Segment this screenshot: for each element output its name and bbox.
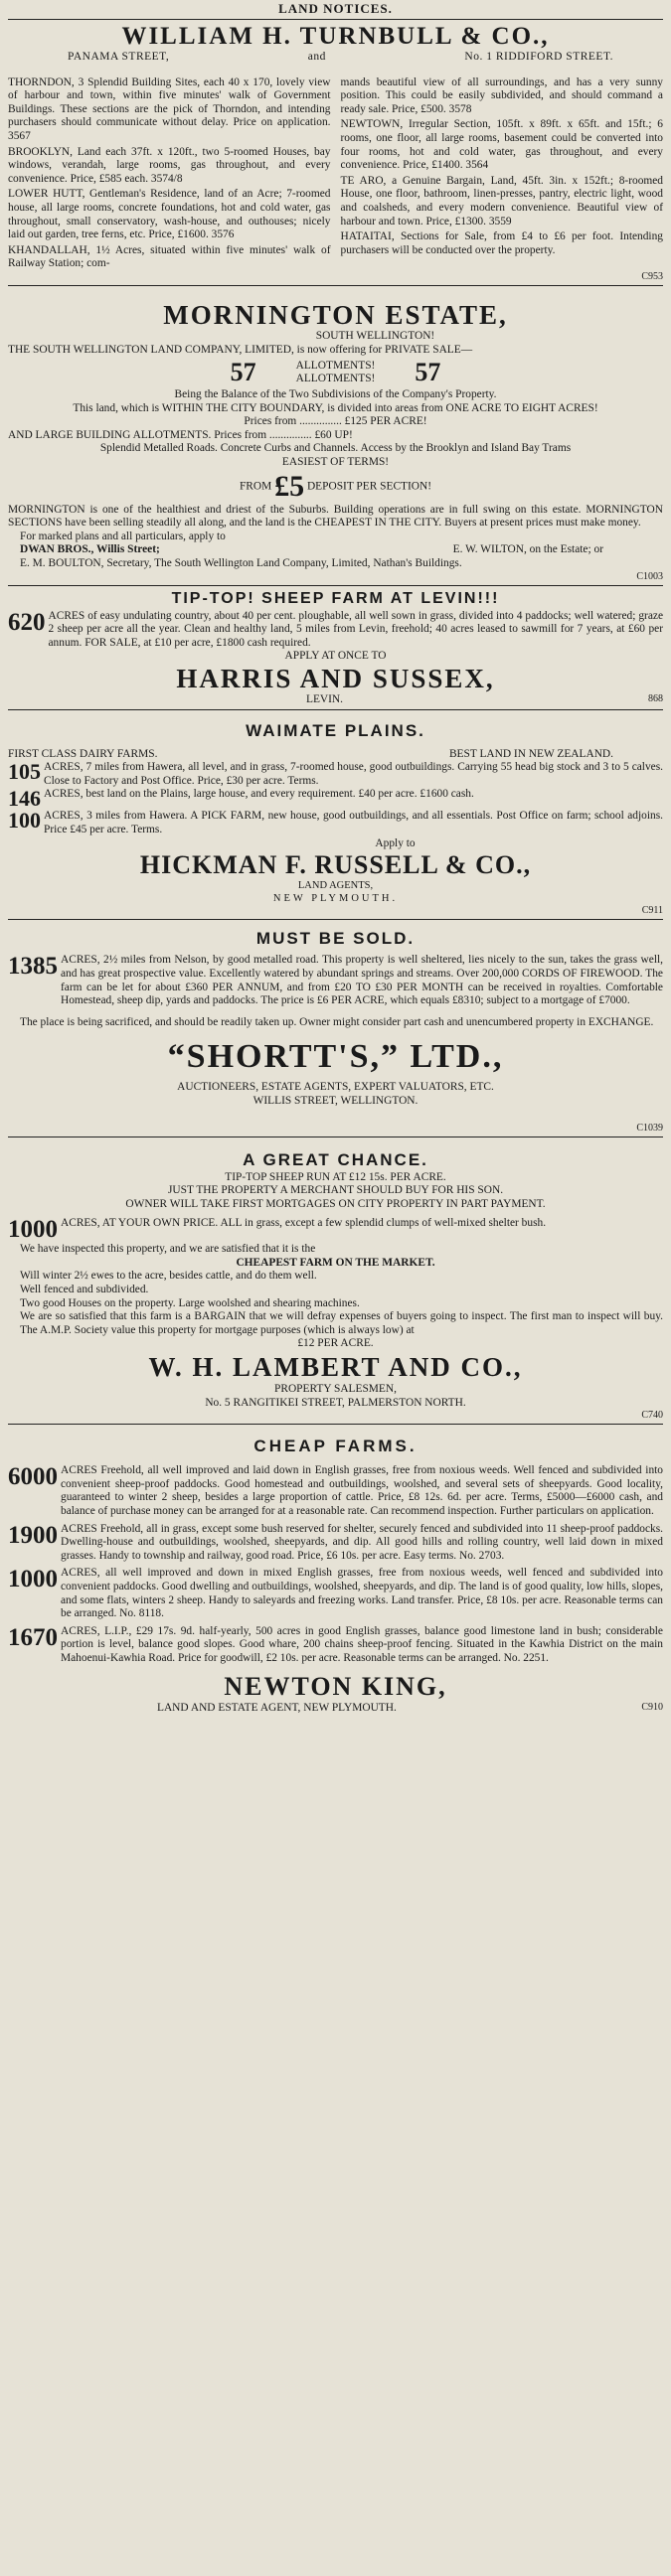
mornington-title: MORNINGTON ESTATE, [163, 299, 508, 330]
turnbull-right-column [341, 75, 664, 271]
cheap-listing [8, 1625, 663, 1666]
divider [8, 919, 663, 920]
waimate-ad [8, 720, 663, 918]
allotments-line: ALLOTMENTS! [295, 360, 376, 373]
listing: KHANDALLAH, 1½ Acres, situated within five minutes' walk of Railway Station; com- [8, 243, 331, 270]
mustsold-title: MUST BE SOLD. [255, 929, 416, 949]
acreage-number: 620 [8, 608, 46, 636]
ad-code: C1039 [636, 1122, 663, 1134]
chance-line: JUST THE PROPERTY A MERCHANT SHOULD BUY FOR HIS SON. [167, 1184, 504, 1197]
acreage-number: 100 [8, 808, 41, 833]
chance-bargain: We are so satisfied that this farm is a BARGAIN that we will defray expenses of buyers going to inspect. The first man to inspect will buy. The A.M.P. Society value this property for mortgage purposes (which is always low) at [20, 1310, 663, 1336]
cheap-title: CHEAP FARMS. [253, 1437, 418, 1456]
levin-ad [8, 588, 663, 707]
allotments-label [296, 360, 376, 385]
mornington-apply: For marked plans and all particulars, apply to [20, 530, 226, 542]
levin-place: LEVIN. [306, 693, 344, 705]
waimate-agent-sub: LAND AGENTS, [297, 880, 374, 892]
agent-wilton: E. W. WILTON, on the Estate; or [452, 543, 603, 556]
cheap-listing [8, 1567, 663, 1620]
mornington-subtitle: SOUTH WELLINGTON! [315, 329, 435, 342]
waimate-right: BEST LAND IN NEW ZEALAND. [448, 747, 613, 760]
divider [8, 1424, 663, 1425]
chance-listing [8, 1217, 663, 1243]
allotments-row [8, 359, 663, 386]
chance-winter: Will winter 2½ ewes to the acre, besides cattle, and do them well. [20, 1270, 317, 1283]
allotment-count: 57 [415, 358, 441, 387]
cheap-farms-ad [8, 1435, 663, 1715]
waimate-agent: HICKMAN F. RUSSELL & CO., [139, 850, 532, 880]
waimate-title: WAIMATE PLAINS. [246, 720, 425, 740]
listing-text: ACRES, 3 miles from Hawera. A PICK FARM, new house, good outbuildings, and all essentials. Post Office on farm; school adjoins. Price £45 per acre. Terms. [44, 810, 663, 835]
cheap-listing [8, 1523, 663, 1564]
chance-line: OWNER WILL TAKE FIRST MORTGAGES ON CITY PROPERTY IN PART PAYMENT. [125, 1197, 546, 1210]
listing-text: ACRES, 7 miles from Hawera, all level, and in grass, 7-roomed house, good outbuildings. Carrying 55 head big stock and 3 to 5 calves. Close to Factory and Post Office. Price, £30 per acre. Terms. [44, 761, 663, 787]
allotments-line: ALLOTMENTS! [295, 373, 376, 385]
acreage-number: 105 [8, 759, 41, 785]
mornington-intro: THE SOUTH WELLINGTON LAND COMPANY, LIMITED, is now offering for PRIVATE SALE— [8, 343, 473, 356]
shortts-agent: “SHORTT'S,” LTD., [167, 1038, 504, 1076]
divider [8, 1136, 663, 1137]
listing-text: ACRES Freehold, all well improved and laid down in English grasses, free from noxious weeds. Well fenced and subdivided into convenient sheep-proof paddocks. Good homestead and outbuildings, woolshed, and several sets of sheepyards. Good locality, guaranteed to winter 2 sheep, besides a large proportion of cattle. Price, £8 12s. 6d. per acre. Terms, £5000—£6000 cash, and balance of purchase money can be arranged for at a reasonable rate. Can recommend inspection. Further particulars on application. [61, 1464, 663, 1517]
listing-text: ACRES, all well improved and down in mixed English grasses, free from noxious weeds, well fenced and subdivided into convenient paddocks. Good dwelling and outbuildings, woolshed, sheepyards, and dip. The land is of good quality, low hills, slopes, and some flats, winters 2 sheep. Handy to saleyards and freezing works. Land transfer. Price, £8 10s. per acre. Reasonable terms can be arranged. No. 8118. [61, 1567, 663, 1620]
lambert-agent: W. H. LAMBERT AND CO., [148, 1352, 523, 1383]
divider [8, 285, 663, 286]
deposit-row [8, 469, 663, 503]
turnbull-address [8, 51, 663, 65]
newton-king-agent: NEWTON KING, [224, 1671, 447, 1701]
levin-place-row [8, 693, 663, 707]
allotment-count: 57 [230, 358, 256, 387]
chance-fenced: Well fenced and subdivided. [20, 1284, 149, 1296]
land-notices-page [8, 0, 663, 1715]
ad-code: 868 [648, 693, 663, 704]
newton-king-sub: LAND AND ESTATE AGENT, NEW PLYMOUTH. [157, 1701, 397, 1714]
levin-listing [8, 610, 663, 651]
chance-value: £12 PER ACRE. [297, 1337, 374, 1350]
chance-houses: Two good Houses on the property. Large woolshed and shearing machines. [20, 1296, 360, 1309]
turnbull-left-column [8, 75, 331, 271]
acreage-number: 146 [8, 786, 41, 812]
mornington-balance: Being the Balance of the Two Subdivisions of the Company's Property. [174, 388, 497, 401]
must-be-sold-ad [8, 928, 663, 1134]
turnbull-addr-right: No. 1 RIDDIFORD STREET. [464, 51, 613, 63]
agent-boulton: E. M. BOULTON, Secretary, The South Wellington Land Company, Limited, Nathan's Buildings. [20, 557, 462, 570]
listing: HATAITAI, Sections for Sale, from £4 to £6 per foot. Intending purchasers will be conducted over the property. [340, 230, 663, 256]
lambert-address: No. 5 RANGITIKEI STREET, PALMERSTON NORTH. [205, 1396, 466, 1409]
mornington-roads: Splendid Metalled Roads. Concrete Curbs and Channels. Access by the Brooklyn and Island Bay Trams [99, 442, 572, 455]
chance-title: A GREAT CHANCE. [243, 1149, 428, 1169]
acreage-number: 1000 [8, 1566, 58, 1593]
lambert-sub: PROPERTY SALESMEN, [274, 1383, 397, 1396]
levin-agent: HARRIS AND SUSSEX, [176, 664, 495, 693]
turnbull-addr-left: PANAMA STREET, [68, 51, 170, 63]
waimate-left: FIRST CLASS DAIRY FARMS. [8, 747, 158, 760]
listing: mands beautiful view of all surroundings, and has a very sunny position. This could be easily subdivided, and should command a ready sale. Price, £500. 3578 [340, 76, 663, 115]
levin-title: TIP-TOP! SHEEP FARM AT LEVIN!!! [171, 589, 500, 607]
mornington-body: MORNINGTON is one of the healthiest and driest of the Suburbs. Building operations are in full swing on this estate. MORNINGTON SECTIONS have been selling steadily all along, and the land is the CHEAPEST IN THE CITY. Buyers at present prices must make money. [8, 503, 663, 530]
page-title: LAND NOTICES. [278, 1, 393, 16]
acreage-number: 1000 [8, 1216, 58, 1244]
mustsold-listing [8, 954, 663, 1007]
waimate-subheads [8, 748, 663, 762]
chance-cheapest: CHEAPEST FARM ON THE MARKET. [236, 1256, 435, 1269]
deposit-text: DEPOSIT PER SECTION! [306, 480, 432, 493]
divider [8, 19, 663, 20]
chance-inspected: We have inspected this property, and we are satisfied that it is the [20, 1243, 316, 1256]
mornington-within: This land, which is WITHIN THE CITY BOUNDARY, is divided into areas from ONE ACRE TO EIGHT ACRES! [73, 401, 598, 414]
agent-dwan: DWAN BROS., Willis Street; [20, 543, 160, 556]
ad-code: C740 [641, 1410, 663, 1422]
waimate-listing [8, 810, 663, 836]
listing-text: ACRES, L.I.P., £29 17s. 9d. half-yearly, 500 acres in good English grasses, balance good limestone land in bush; considerable portion is level, balance good slopes. Good whare, 200 chains sheep-proof fencing. Situated in the Kawhia District on the main Mahoenui-Kawhia Road. Price for goodwill, £2 10s. per acre. Reasonable terms can be arranged. No. 2251. [61, 1624, 663, 1664]
turnbull-name: WILLIAM H. TURNBULL & CO., [121, 23, 550, 50]
divider [8, 585, 663, 586]
deposit-amount: £5 [274, 469, 305, 503]
cheap-listing [8, 1464, 663, 1518]
acreage-number: 6000 [8, 1463, 58, 1491]
listing-text: ACRES, best land on the Plains, large house, and every requirement. £40 per acre. £1600 cash. [44, 788, 474, 801]
acreage-number: 1670 [8, 1623, 58, 1651]
waimate-place: NEW PLYMOUTH. [272, 892, 399, 904]
mornington-ad [8, 300, 663, 583]
divider [8, 709, 663, 710]
turnbull-columns [8, 75, 663, 271]
ad-code: C953 [641, 270, 663, 282]
mornington-agents [8, 543, 663, 557]
listing: TE ARO, a Genuine Bargain, Land, 45ft. 3in. x 152ft.; 8-roomed House, one floor, bathroom, linen-presses, pantry, electric light, wood and coalsheds, and every modern convenience. Beautiful view of harbour and town. Price, £1300. 3559 [340, 174, 663, 227]
ad-code: C910 [641, 1701, 663, 1713]
levin-apply: APPLY AT ONCE TO [284, 650, 387, 663]
ad-code: C1003 [636, 570, 663, 582]
shortts-sub: AUCTIONEERS, ESTATE AGENTS, EXPERT VALUATORS, ETC. [177, 1081, 494, 1094]
great-chance-ad [8, 1149, 663, 1423]
waimate-listing [8, 788, 663, 810]
listing-text: ACRES Freehold, all in grass, except some bush reserved for shelter, securely fenced and subdivided into 11 sheep-proof paddocks. Dwelling-house and outbuildings, woolshed, sheepyards, and dip. All good hills and rolling country, well laid down in mixed grasses. Handy to township and railway, good road. Price, £6 10s. per acre. Easy terms. No. 2703. [61, 1522, 663, 1562]
mornington-easiest: EASIEST OF TERMS! [281, 456, 390, 469]
levin-text: ACRES of easy undulating country, about 40 per cent. ploughable, all well sown in grass, divided into 4 paddocks; well watered; graze 2 sheep per acre all the year. Clean and healthy land, 5 miles from Levin, freehold; 40 acres leased to sawmill for 7 years, at £60 per annum. FOR SALE, at £10 per acre, £1800 cash required. [48, 609, 663, 649]
listing: BROOKLYN, Land each 37ft. x 120ft., two 5-roomed Houses, bay windows, verandah, large rooms, gas throughout, and every convenience. Price, £585 each. 3574/8 [8, 145, 331, 185]
waimate-apply: Apply to [375, 836, 416, 849]
acreage-number: 1385 [8, 953, 58, 981]
waimate-listing [8, 761, 663, 788]
mustsold-text: ACRES, 2½ miles from Nelson, by good metalled road. This property is well sheltered, lies nicely to the sun, takes the grass well, and has great prospective value. Excellently watered by abundant springs and streams. Over 200,000 CORDS OF FIREWOOD. The farm can be let for about £360 PER ANNUM, and from £20 TO £30 PER MONTH can be received in royalties. Comfortable Homestead, sheep dip, yards and paddocks. The price is £6 PER ACRE, which equals £8310; subject to a mortgage of £7000. [61, 954, 663, 1007]
turnbull-addr-and: and [307, 51, 326, 63]
deposit-from: FROM [239, 480, 272, 493]
shortts-address: WILLIS STREET, WELLINGTON. [252, 1094, 419, 1107]
acreage-number: 1900 [8, 1521, 58, 1549]
newton-king-sub-row [8, 1702, 663, 1716]
listing: LOWER HUTT, Gentleman's Residence, land of an Acre; 7-roomed house, all large rooms, concrete foundations, hot and cold water, gas throughout, small conservatory, wash-house, and outhouses; nicely laid out garden, tree ferns, etc. Price, £1600. 3576 [8, 188, 331, 241]
listing: THORNDON, 3 Splendid Building Sites, each 40 x 170, lovely view of harbour and town, within five minutes' walk of Government Buildings. These sections are the pick of Thorndon, and intending purchasers should communicate without delay. Price on application. 3567 [8, 76, 331, 142]
ad-code: C911 [641, 905, 663, 917]
listing: NEWTOWN, Irregular Section, 105ft. x 89ft. x 65ft. and 15ft.; 6 rooms, one floor, all large rooms, basement could be converted into four rooms, hot and cold water, gas throughout, and every convenience. Price, £1400. 3564 [340, 118, 663, 172]
mornington-large: AND LARGE BUILDING ALLOTMENTS. Prices from ............... £60 UP! [8, 428, 353, 441]
chance-line: TIP-TOP SHEEP RUN AT £12 15s. PER ACRE. [225, 1170, 446, 1183]
turnbull-ad [8, 22, 663, 283]
mustsold-placed: The place is being sacrificed, and should be readily taken up. Owner might consider part cash and unencumbered property in EXCHANGE. [20, 1015, 654, 1028]
mornington-prices: Prices from ............... £125 PER ACRE! [244, 415, 427, 428]
chance-text: ACRES, AT YOUR OWN PRICE. ALL in grass, except a few splendid clumps of well-mixed shelter bush. [61, 1217, 547, 1230]
